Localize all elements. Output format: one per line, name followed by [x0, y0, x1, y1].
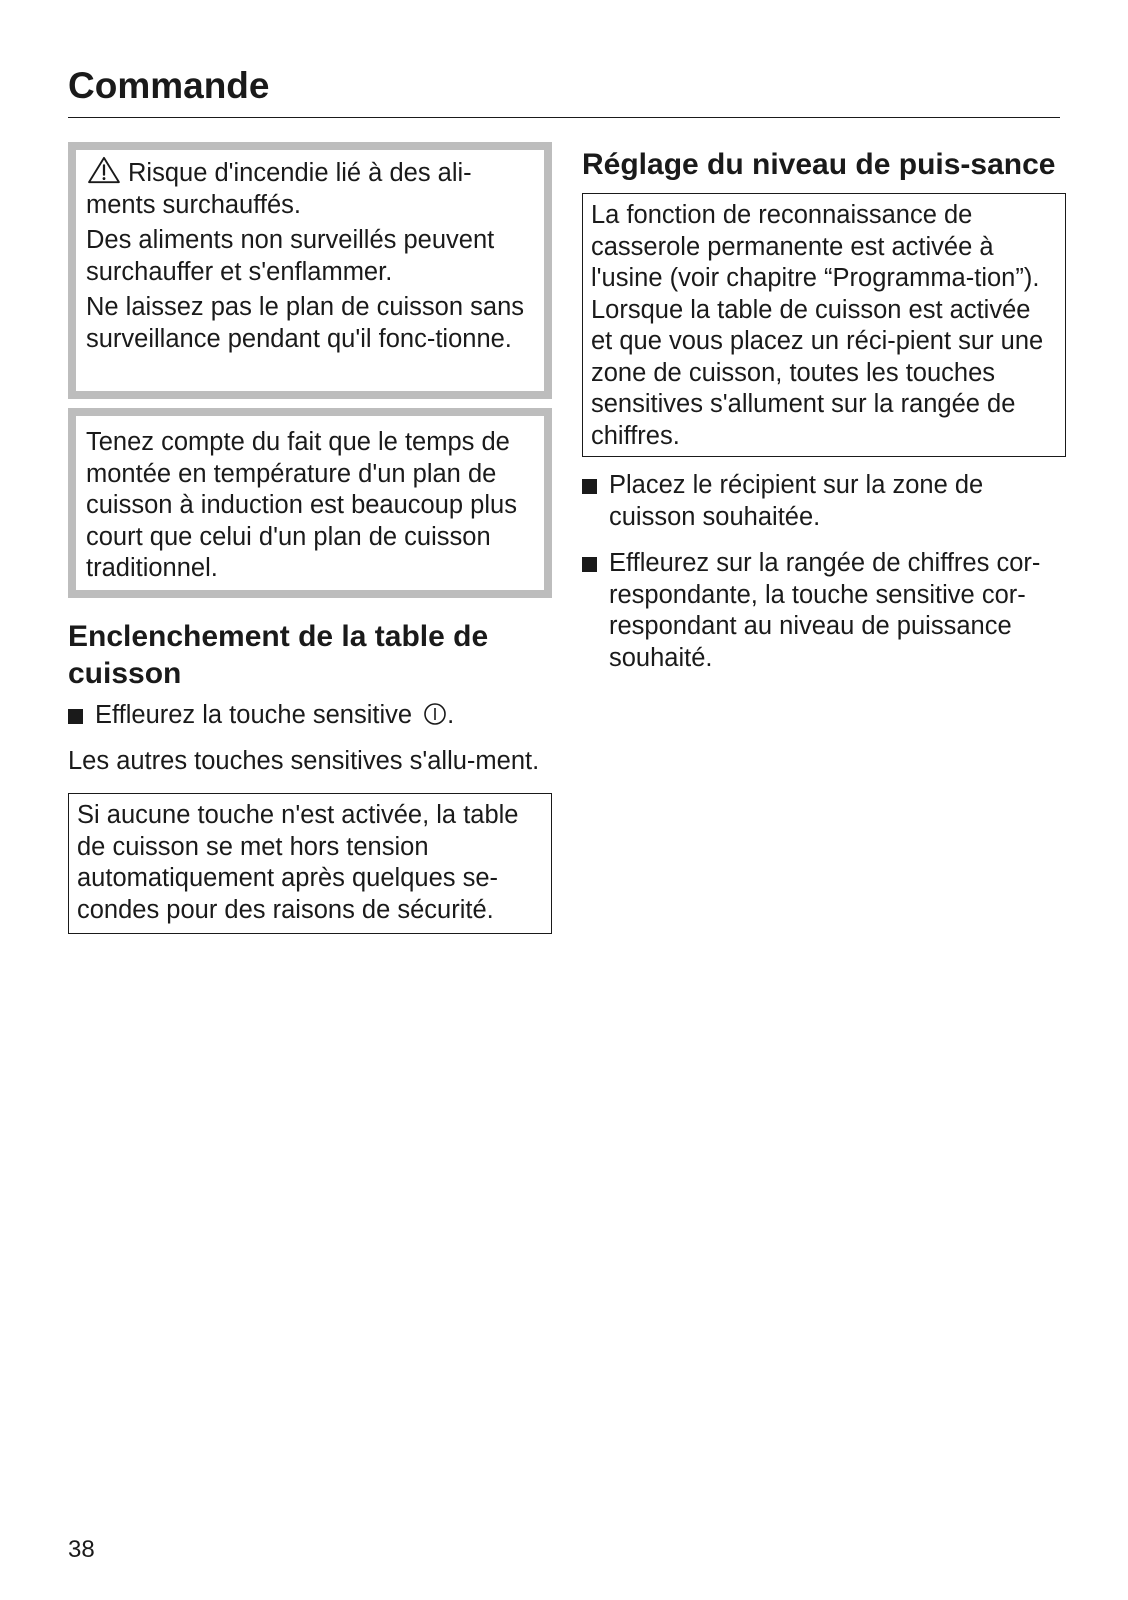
bullet-text: Effleurez sur la rangée de chiffres cor-respondante, la touche sensitive cor-respondant au niveau de puissance souhaité.: [609, 549, 1041, 672]
bullet-marker: [582, 557, 597, 572]
note-box-auto-off: [68, 793, 552, 934]
bullet-text: Placez le récipient sur la zone de cuisson souhaitée.: [609, 471, 984, 531]
bullet-marker: [68, 709, 83, 724]
warning-line-1b: ments surchauffés.: [86, 190, 301, 219]
page-number: 38: [68, 1536, 95, 1563]
right-column: [582, 142, 1066, 674]
bullet-text-wrap: [95, 700, 454, 732]
warning-paragraph-3: Ne laissez pas le plan de cuisson sans surveillance pendant qu'il fonc-tionne.: [86, 293, 524, 353]
bullet-place-pan: [582, 470, 1066, 533]
bullet-suffix: .: [447, 701, 455, 729]
warning-line-1: Risque d'incendie lié à des ali-: [128, 159, 472, 187]
power-icon: [423, 702, 447, 726]
warning-heading: [86, 156, 534, 221]
paragraph-touch-keys: Les autres touches sensitives s'allu-ment.: [68, 746, 540, 775]
note-pan-recognition-text: La fonction de reconnaissance de casserole permanente est activée à l'usine (voir chapitre “Programma-tion”). Lorsque la table de cuisson est activée et que vous placez un réci-pient sur une zone de cuisson, toutes les touches sensitives s'allument sur la rangée de chiffres.: [591, 201, 1044, 450]
warning-paragraph-2: Des aliments non surveillés peuvent surchauffer et s'enflammer.: [86, 226, 495, 286]
note-auto-off-text: Si aucune touche n'est activée, la table de cuisson se met hors tension automatiquement après quelques se-condes pour des raisons de sécurité.: [77, 801, 519, 924]
left-column: [68, 142, 552, 934]
note-box-pan-recognition: [582, 193, 1066, 457]
info-box: [68, 408, 552, 598]
bullet-touch-number: [582, 548, 1066, 674]
bullet-marker: [582, 479, 597, 494]
bullet-text: Effleurez la touche sensitive: [95, 701, 413, 729]
warning-box: [68, 142, 552, 399]
page-title: Commande: [68, 65, 270, 106]
warning-triangle-icon: [86, 156, 122, 184]
info-text: Tenez compte du fait que le temps de montée en température d'un plan de cuisson à induction est beaucoup plus court que celui d'un plan de cuisson traditionnel.: [86, 428, 517, 582]
section-heading-switch-on: Enclenchement de la table de cuisson: [68, 620, 489, 690]
title-divider: [68, 117, 1060, 118]
bullet-switch-on: [68, 700, 552, 732]
section-heading-power-level: Réglage du niveau de puis-sance: [582, 148, 1056, 181]
